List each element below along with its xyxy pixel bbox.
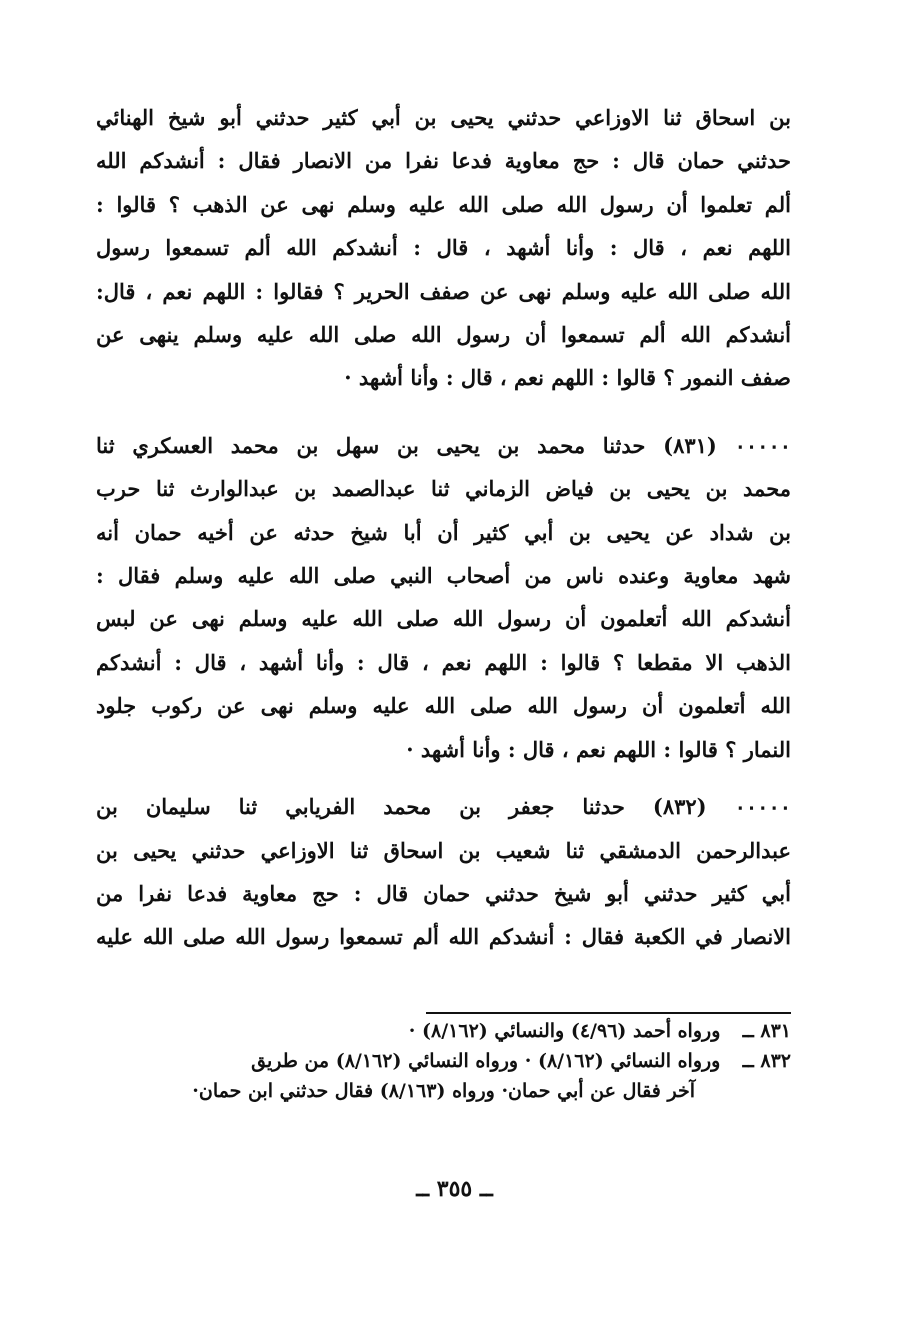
text-line: صفف النمور ؟ قالوا : اللهم نعم ، قال : وأنا أشهد ·	[344, 365, 791, 391]
text-line: بن شداد عن يحيى بن أبي كثير أن أبا شيخ حدثه عن أخيه حمان أنه	[96, 519, 791, 545]
page-number: ــ ٣٥٥ ــ	[416, 1176, 493, 1202]
footnote-text: ورواه النسائي (٨/١٦٢) · ورواه النسائي (٨/١٦٢) من طريق	[251, 1050, 721, 1072]
text-line: الذهب الا مقطعا ؟ قالوا : اللهم نعم ، قال : وأنا أشهد ، قال : أنشدكم	[96, 649, 791, 675]
text-line: الله أتعلمون أن رسول الله صلى الله عليه وسلم نهى عن ركوب جلود	[96, 693, 791, 719]
footnote-832	[96, 1046, 791, 1076]
footnote-text: ورواه أحمد (٤/٩٦) والنسائي (٨/١٦٢) ·	[408, 1020, 721, 1042]
footnote-number: ٨٣٢ ــ	[742, 1050, 791, 1072]
text-line: النمار ؟ قالوا : اللهم نعم ، قال : وأنا أشهد ·	[406, 736, 791, 762]
text-line: حدثني حمان قال : حج معاوية فدعا نفرا من الانصار فقال : أنشدكم الله	[96, 148, 791, 174]
text-line: محمد بن يحيى بن فياض الزماني ثنا عبدالصمد بن عبدالوارث ثنا حرب	[96, 476, 791, 502]
text-line: ألم تعلموا أن رسول الله صلى الله عليه وسلم نهى عن الذهب ؟ قالوا :	[96, 191, 791, 217]
text-line: أنشدكم الله ألم تسمعوا أن رسول الله صلى الله عليه وسلم ينهى عن	[96, 322, 791, 348]
hadith-paragraph-830-continuation	[96, 96, 791, 400]
text-line: اللهم نعم ، قال : وأنا أشهد ، قال : أنشدكم الله ألم تسمعوا رسول	[96, 235, 791, 261]
text-line: أبي كثير حدثني أبو شيخ حدثني حمان قال : حج معاوية فدعا نفرا من	[96, 880, 791, 906]
text-line: أنشدكم الله أتعلمون أن رسول الله صلى الله عليه وسلم نهى عن لبس	[96, 606, 791, 632]
footnotes-section	[96, 1016, 791, 1106]
hadith-paragraph-832	[96, 785, 791, 959]
text-line: ٠٠٠٠٠ (٨٣١) حدثنا محمد بن يحيى بن سهل بن محمد العسكري ثنا	[96, 432, 791, 458]
text-line: عبدالرحمن الدمشقي ثنا شعيب بن اسحاق ثنا الاوزاعي حدثني يحيى بن	[96, 837, 791, 863]
text-line: بن اسحاق ثنا الاوزاعي حدثني يحيى بن أبي كثير حدثني أبو شيخ الهنائي	[96, 105, 791, 130]
text-line: الانصار في الكعبة فقال : أنشدكم الله ألم تسمعوا رسول الله صلى الله عليه	[96, 924, 791, 950]
footnote-832-continuation: آخر فقال عن أبي حمان· ورواه (٨/١٦٣) فقال حدثني ابن حمان·	[192, 1080, 695, 1102]
page-body	[96, 96, 791, 959]
text-line: شهد معاوية وعنده ناس من أصحاب النبي صلى الله عليه وسلم فقال :	[96, 563, 791, 589]
text-line: ٠٠٠٠٠ (٨٣٢) حدثنا جعفر بن محمد الفريابي ثنا سليمان بن	[96, 794, 791, 820]
hadith-paragraph-831	[96, 424, 791, 771]
text-line: الله صلى الله عليه وسلم نهى عن صفف الحرير ؟ فقالوا : اللهم نعم ، قال:	[96, 278, 791, 304]
footnote-831	[96, 1016, 791, 1046]
footnote-divider	[426, 1012, 791, 1014]
footnote-number: ٨٣١ ــ	[742, 1020, 791, 1042]
